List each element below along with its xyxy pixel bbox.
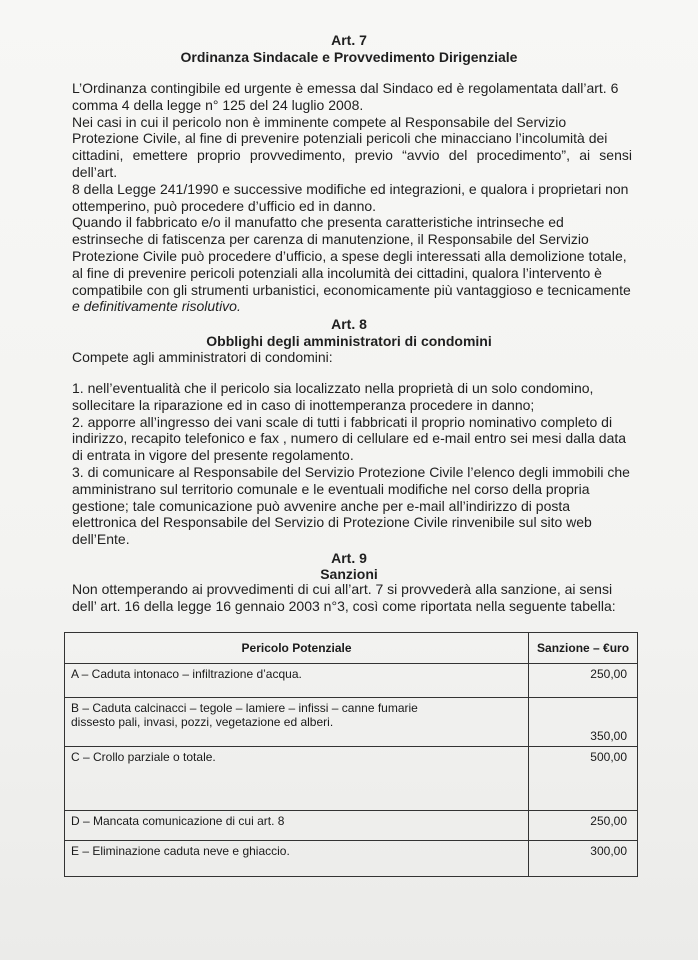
sanzione-cell: 250,00 [529,811,638,841]
sanzione-cell: 250,00 [529,664,638,698]
art7-line: estrinseche di fatiscenza per carenza di manutenzione, il Responsabile del Servizio [72,231,589,248]
art8-line: 3. di comunicare al Responsabile del Servizio Protezione Civile l’elenco degli immobili che [72,463,630,480]
art7-line: Protezione Civile può procedere d’ufficio, a spese degli interessati alla demolizione totale, [72,247,627,264]
art7-line: ottemperino, può procedere d’ufficio ed in danno. [72,197,377,214]
art7-line: 8 della Legge 241/1990 e successive modifiche ed integrazioni, e qualora i proprietari non [72,180,629,197]
sanzione-cell: 350,00 [529,698,638,747]
art7-line: compatibile con gli strumenti urbanistici, economicamente più vantaggioso e tecnicamente [72,281,631,298]
pericolo-cell: C – Crollo parziale o totale. [65,747,529,811]
art9-title: Sanzioni [320,566,378,582]
art8-line: 2. apporre all’ingresso dei vani scale di tutti i fabbricati il proprio nominativo completo di [72,413,613,430]
art8-line: indirizzo, recapito telefonico e fax , numero di cellulare ed e-mail entro sei mesi dalla data [72,430,627,447]
art7-line: al fine di prevenire pericoli potenziali alla incolumità dei cittadini, qualora l’intervento è [72,264,602,281]
art8-body [72,380,632,548]
art7-line: e definitivamente risolutivo. [72,298,241,315]
art7-line: cittadini, emettere proprio provvedimento, previo “avvio del procedimento”, ai sensi dell’art. [72,147,632,180]
table-row [65,811,638,841]
art7-line: Nei casi in cui il pericolo non è imminente compete al Responsabile del Servizio [72,113,567,130]
table-row [65,698,638,747]
art8-intro: Compete agli amministratori di condomini: [72,349,333,365]
art7-line: L’Ordinanza contingibile ed urgente è emessa dal Sindaco ed è regolamentata dall’art. 6 [72,80,619,96]
pericolo-cell: E – Eliminazione caduta neve e ghiaccio. [65,841,529,877]
art8-line: amministrano sul territorio comunale e le eventuali modifiche nel corso della propria [72,480,590,497]
art9-line: dell’ art. 16 della legge 16 gennaio 2003 n°3, così come riportata nella seguente tabella: [72,597,616,614]
art8-line: elettronica del Responsabile del Servizio di Protezione Civile rinvenibile sul sito web [72,514,592,531]
art7-line: Quando il fabbricato e/o il manufatto che presenta caratteristiche intrinseche ed [72,214,564,231]
pericolo-line: dissesto pali, invasi, pozzi, vegetazione ed alberi. [71,715,334,729]
sanzione-cell: 500,00 [529,747,638,811]
header-sanzione: Sanzione – €uro [529,633,638,664]
table-row [65,664,638,698]
art8-line: gestione; tale comunicazione può avvenire anche per e-mail all’indirizzo di posta [72,497,571,514]
art9-number: Art. 9 [331,550,367,566]
art7-number: Art. 7 [331,32,367,48]
pericolo-cell [65,698,529,747]
art8-title: Obblighi degli amministratori di condomini [206,333,492,349]
art8-line: sollecitare la riparazione ed in caso di inottemperanza procedere in danno; [72,396,535,413]
art7-title: Ordinanza Sindacale e Provvedimento Dirigenziale [180,49,518,65]
art9-line: Non ottemperando ai provvedimenti di cui all’art. 7 si provvederà alla sanzione, ai sensi [72,581,613,597]
art7-line: comma 4 della legge n° 125 del 24 luglio 2008. [72,96,364,113]
header-pericolo: Pericolo Potenziale [65,633,529,664]
table-header-row [65,633,638,664]
pericolo-cell: A – Caduta intonaco – infiltrazione d’acqua. [65,664,529,698]
art8-number: Art. 8 [331,316,367,332]
table-row [65,747,638,811]
art8-line: di entrata in vigore del presente regolamento. [72,447,354,464]
art8-line: dell’Ente. [72,531,130,548]
sanctions-table [64,632,638,877]
table-row [65,841,638,877]
art7-line: Protezione Civile, al fine di prevenire potenziali pericoli che minacciano l’incolumità dei [72,130,608,147]
art8-line: 1. nell’eventualità che il pericolo sia localizzato nella proprietà di un solo condomino, [72,380,594,396]
sanzione-cell: 300,00 [529,841,638,877]
art9-body [72,581,632,615]
art7-body [72,80,632,315]
pericolo-cell: D – Mancata comunicazione di cui art. 8 [65,811,529,841]
pericolo-line: B – Caduta calcinacci – tegole – lamiere – infissi – canne fumarie [71,701,418,715]
